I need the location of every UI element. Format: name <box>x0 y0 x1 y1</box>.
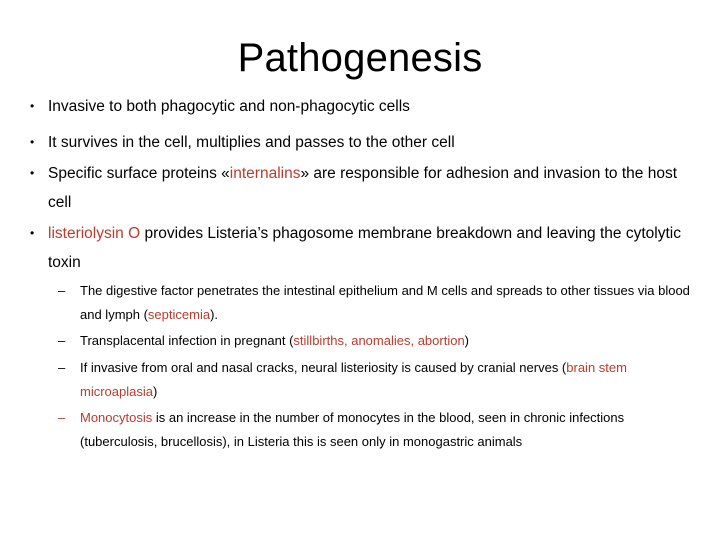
sub-bullet-text-part: The digestive factor penetrates the intestinal epithelium and M cells and spreads to other tissues via blood and lymph ( <box>80 283 690 322</box>
highlight-term: Monocytosis <box>80 410 153 425</box>
bullet-text-part: Specific surface proteins « <box>48 165 230 182</box>
sub-bullet-text-part: If invasive from oral and nasal cracks, neural listeriosity is caused by cranial nerves ( <box>80 360 567 375</box>
bullet-dot: • <box>30 99 35 113</box>
bullet-item <box>30 159 690 217</box>
bullet-text <box>48 159 690 217</box>
sub-bullet-dash: – <box>58 283 66 298</box>
bullet-item <box>30 128 690 157</box>
bullet-dot: • <box>30 226 35 240</box>
highlight-term: listeriolysin O <box>48 225 141 242</box>
highlight-term: stillbirths, anomalies, abortion <box>293 333 465 348</box>
bullet-text: It survives in the cell, multiplies and passes to the other cell <box>48 134 455 151</box>
sub-bullet-text-part: Transplacental infection in pregnant ( <box>80 333 294 348</box>
sub-bullet-text <box>80 329 698 353</box>
sub-bullet-item <box>58 279 698 327</box>
highlight-term: septicemia <box>147 307 211 322</box>
sub-bullet-dash: – <box>58 360 66 375</box>
bullet-item <box>30 92 690 121</box>
sub-bullet-item <box>58 356 698 404</box>
sub-bullet-text-part: ) <box>464 333 470 348</box>
bullet-text-part: provides Listeria’s phagosome membrane breakdown and leaving the cytolytic toxin <box>48 225 681 271</box>
bullet-text <box>48 219 690 277</box>
sub-bullet-item <box>58 329 698 353</box>
sub-bullet-text <box>80 356 698 404</box>
highlight-term: internalins <box>229 165 301 182</box>
highlight-term: brain stem microaplasia <box>80 360 627 399</box>
sub-bullet-text-part: ). <box>210 307 219 322</box>
bullet-text-part: » are responsible for adhesion and invasion to the host cell <box>48 165 678 211</box>
sub-bullet-text-part: ) <box>152 384 158 399</box>
bullet-text: Invasive to both phagocytic and non-phagocytic cells <box>48 98 410 115</box>
slide-title: Pathogenesis <box>237 36 483 80</box>
sub-bullet-text-part: is an increase in the number of monocytes in the blood, seen in chronic infections (tuberculosis, brucellosis), in Listeria this is seen only in monogastric animals <box>80 410 625 449</box>
sub-bullet-text <box>80 406 698 454</box>
bullet-item <box>30 219 690 277</box>
bullet-dot: • <box>30 135 35 149</box>
bullet-dot: • <box>30 166 35 180</box>
sub-bullet-text <box>80 279 698 327</box>
sub-bullet-item <box>58 406 698 454</box>
sub-bullet-dash: – <box>58 410 66 425</box>
sub-bullet-dash: – <box>58 333 66 348</box>
